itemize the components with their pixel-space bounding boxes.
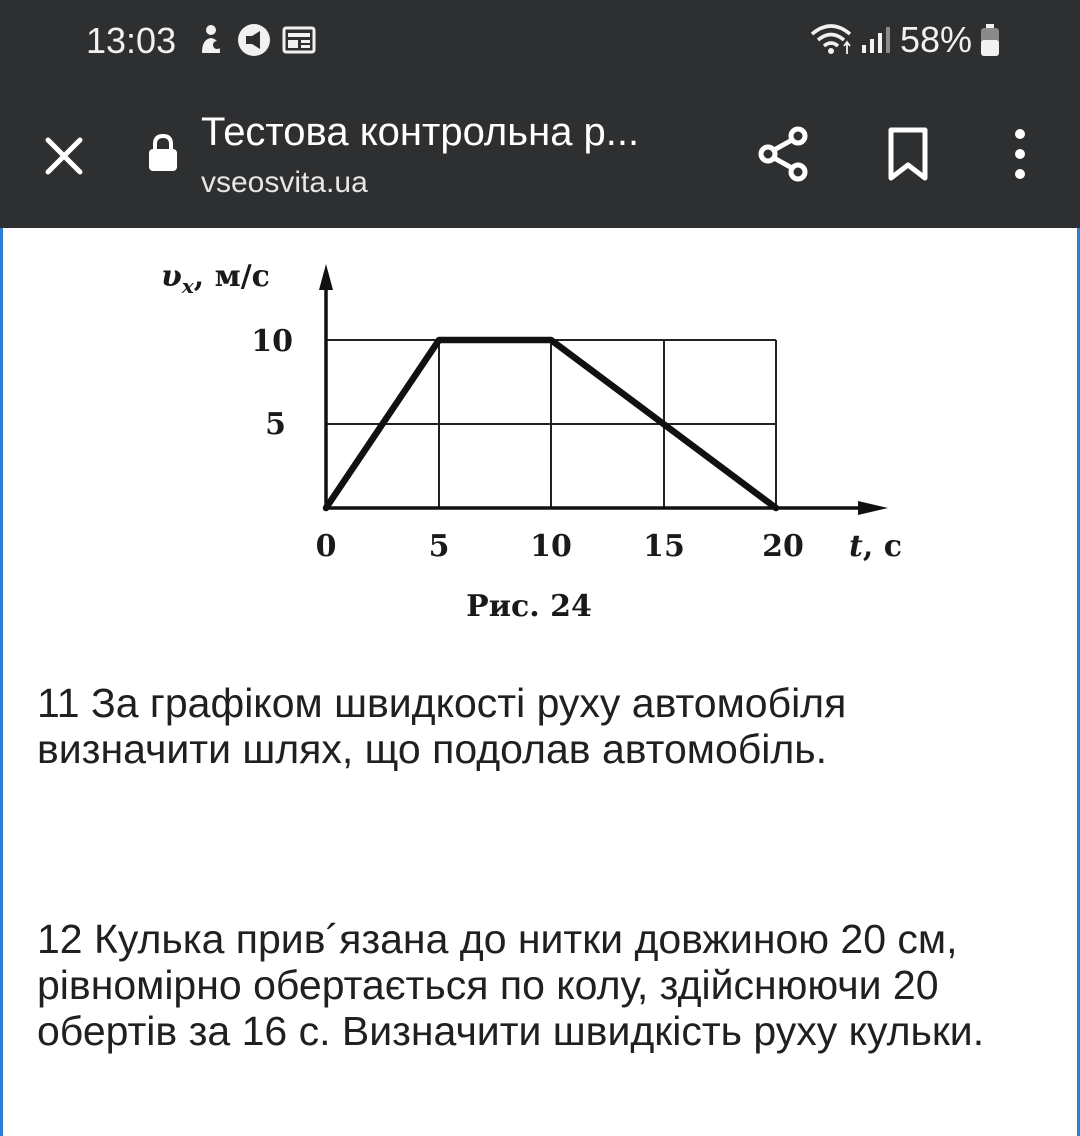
velocity-graph-figure: [153, 238, 953, 638]
status-time: 13:03: [86, 20, 177, 61]
page-title[interactable]: Тестова контрольна р...: [201, 110, 640, 154]
question-12: 12 Кулька прив´язана до нитки довжиною 20 см, рівномірно обертається по колу, здійснюючи 20 обертів за 16 с. Визначити швидкість руху кульки.: [37, 916, 985, 1054]
page-domain[interactable]: vseosvita.ua: [201, 166, 368, 199]
battery-percentage: 58%: [899, 19, 972, 60]
y-tick-label: 5: [265, 407, 286, 442]
x-tick-label: 5: [428, 529, 450, 564]
more-options-button[interactable]: [996, 122, 1044, 186]
close-button[interactable]: [36, 128, 92, 184]
graph-grid: [326, 340, 776, 508]
wifi-icon: [810, 24, 852, 56]
question-11: 11 За графіком швидкості руху автомобіля визначити шлях, що подолав автомобіль.: [37, 680, 847, 772]
x-tick-label: 15: [643, 529, 685, 564]
signal-icon: [860, 25, 892, 55]
figure-caption: Рис. 24: [466, 589, 592, 624]
bookmark-icon: [876, 122, 940, 186]
share-icon: [752, 122, 816, 186]
bookmark-button[interactable]: [876, 122, 940, 186]
x-axis-label: t, с: [849, 529, 903, 564]
y-tick-label: 10: [251, 324, 293, 359]
battery-icon: [980, 23, 1000, 57]
person-icon: [196, 23, 226, 57]
status-icons-right: [810, 20, 1000, 60]
megaphone-icon: [236, 22, 272, 58]
x-tick-label: 0: [315, 529, 337, 564]
news-icon: [282, 25, 316, 55]
page-content: [0, 228, 1080, 1136]
lock-icon[interactable]: [146, 132, 180, 174]
x-tick-label: 20: [762, 529, 804, 564]
browser-toolbar: [0, 0, 1080, 228]
y-axis: [319, 264, 333, 510]
close-icon: [43, 135, 85, 177]
x-axis: [324, 501, 888, 515]
share-button[interactable]: [752, 122, 816, 186]
y-axis-label: $\upsilon_x$, м/с: [161, 259, 270, 298]
status-icons-left: [196, 22, 316, 58]
more-vertical-icon: [996, 122, 1044, 186]
x-tick-label: 10: [530, 529, 572, 564]
